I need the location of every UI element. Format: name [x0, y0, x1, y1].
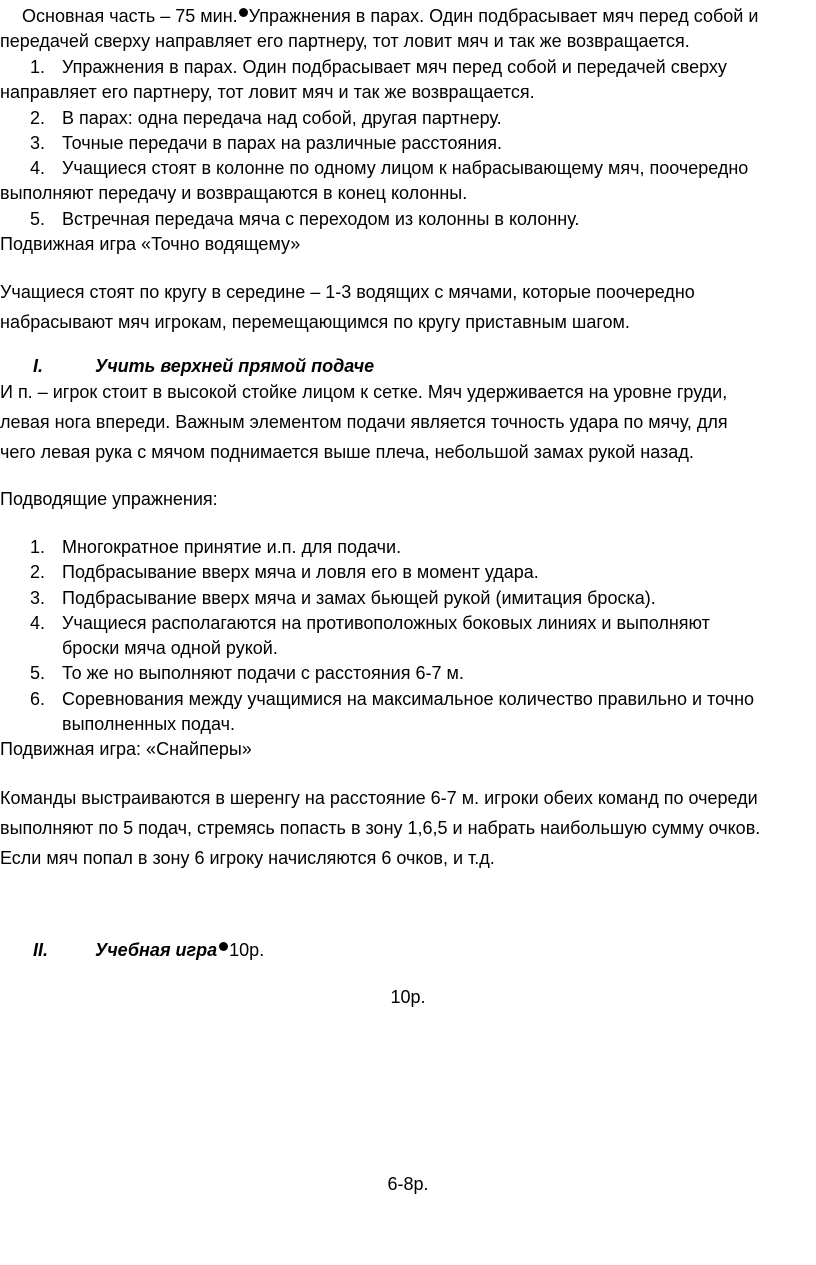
list2-item-6-line-2: выполненных подач. — [62, 714, 235, 734]
intro-line-2: передачей сверху направляет его партнеру, тот ловит мяч и так же возвращается. — [0, 31, 690, 51]
game2-line-2: выполняют по 5 подач, стремясь попасть в зону 1,6,5 и набрать наибольшую сумму очков. — [0, 818, 761, 838]
game1-line-1: Учащиеся стоят по кругу в середине – 1-3 водящих с мячами, которые поочередно — [0, 282, 695, 302]
list1-num-4: 4. — [30, 158, 46, 178]
section1-line-2: левая нога впереди. Важным элементом подачи является точность удара по мячу, для — [0, 412, 728, 432]
reps-center-1: 10р. — [390, 987, 426, 1007]
list2-item-6-line-1: Соревнования между учащимися на максимальное количество правильно и точно — [62, 689, 755, 709]
section2-title-row — [95, 938, 264, 962]
reps-center-2: 6-8р. — [387, 1174, 429, 1194]
list1-num-2: 2. — [30, 108, 46, 128]
list1-item-4-line-1: Учащиеся стоят в колонне по одному лицом к набрасывающему мяч, поочередно — [62, 158, 749, 178]
section1-line-3: чего левая рука с мячом поднимается выше плеча, небольшой замах рукой назад. — [0, 442, 694, 462]
bullet-dot-icon — [239, 8, 248, 17]
list1-item-2: В парах: одна передача над собой, другая партнеру. — [62, 108, 502, 128]
list1-item-3: Точные передачи в парах на различные расстояния. — [62, 133, 502, 153]
intro-line-1: Основная часть – 75 мин. Упражнения в парах. Один подбрасывает мяч перед собой и — [22, 6, 759, 26]
section1-num: I. — [33, 356, 44, 376]
list2-item-3: Подбрасывание вверх мяча и замах бьющей рукой (имитация броска). — [62, 588, 656, 608]
list2-item-4-line-2: броски мяча одной рукой. — [62, 638, 278, 658]
list1-item-1-line-1: Упражнения в парах. Один подбрасывает мяч перед собой и передачей сверху — [62, 57, 727, 77]
list2-num-1: 1. — [30, 537, 46, 557]
game2-line-3: Если мяч попал в зону 6 игроку начисляются 6 очков, и т.д. — [0, 848, 495, 868]
lead-title: Подводящие упражнения: — [0, 489, 218, 509]
list2-item-4-line-1: Учащиеся располагаются на противоположных боковых линиях и выполняют — [62, 613, 710, 633]
list2-num-4: 4. — [30, 613, 46, 633]
game2-line-1: Команды выстраиваются в шеренгу на расстояние 6-7 м. игроки обеих команд по очереди — [0, 788, 758, 808]
section2-num: II. — [33, 940, 49, 960]
list2-item-5: То же но выполняют подачи с расстояния 6-7 м. — [62, 663, 464, 683]
list1-item-1-line-2: направляет его партнеру, тот ловит мяч и так же возвращается. — [0, 82, 535, 102]
list2-item-2: Подбрасывание вверх мяча и ловля его в момент удара. — [62, 562, 539, 582]
list2-item-1: Многократное принятие и.п. для подачи. — [62, 537, 402, 557]
list1-num-5: 5. — [30, 209, 46, 229]
game1-line-2: набрасывают мяч игрокам, перемещающимся по кругу приставным шагом. — [0, 312, 630, 332]
section1-title: Учить верхней прямой подаче — [95, 356, 375, 376]
bullet-dot-icon — [219, 942, 228, 951]
list1-num-1: 1. — [30, 57, 46, 77]
game2-title: Подвижная игра: «Снайперы» — [0, 739, 252, 759]
list2-num-6: 6. — [30, 689, 46, 709]
list1-item-5: Встречная передача мяча с переходом из колонны в колонну. — [62, 209, 580, 229]
list1-num-3: 3. — [30, 133, 46, 153]
section2-reps: 10р. — [229, 940, 265, 960]
list1-item-4-line-2: выполняют передачу и возвращаются в конец колонны. — [0, 183, 468, 203]
list2-num-2: 2. — [30, 562, 46, 582]
section2-title: Учебная игра — [95, 940, 218, 960]
game1-title: Подвижная игра «Точно водящему» — [0, 234, 301, 254]
list2-num-3: 3. — [30, 588, 46, 608]
section1-line-1: И п. – игрок стоит в высокой стойке лицом к сетке. Мяч удерживается на уровне груди, — [0, 382, 728, 402]
list2-num-5: 5. — [30, 663, 46, 683]
